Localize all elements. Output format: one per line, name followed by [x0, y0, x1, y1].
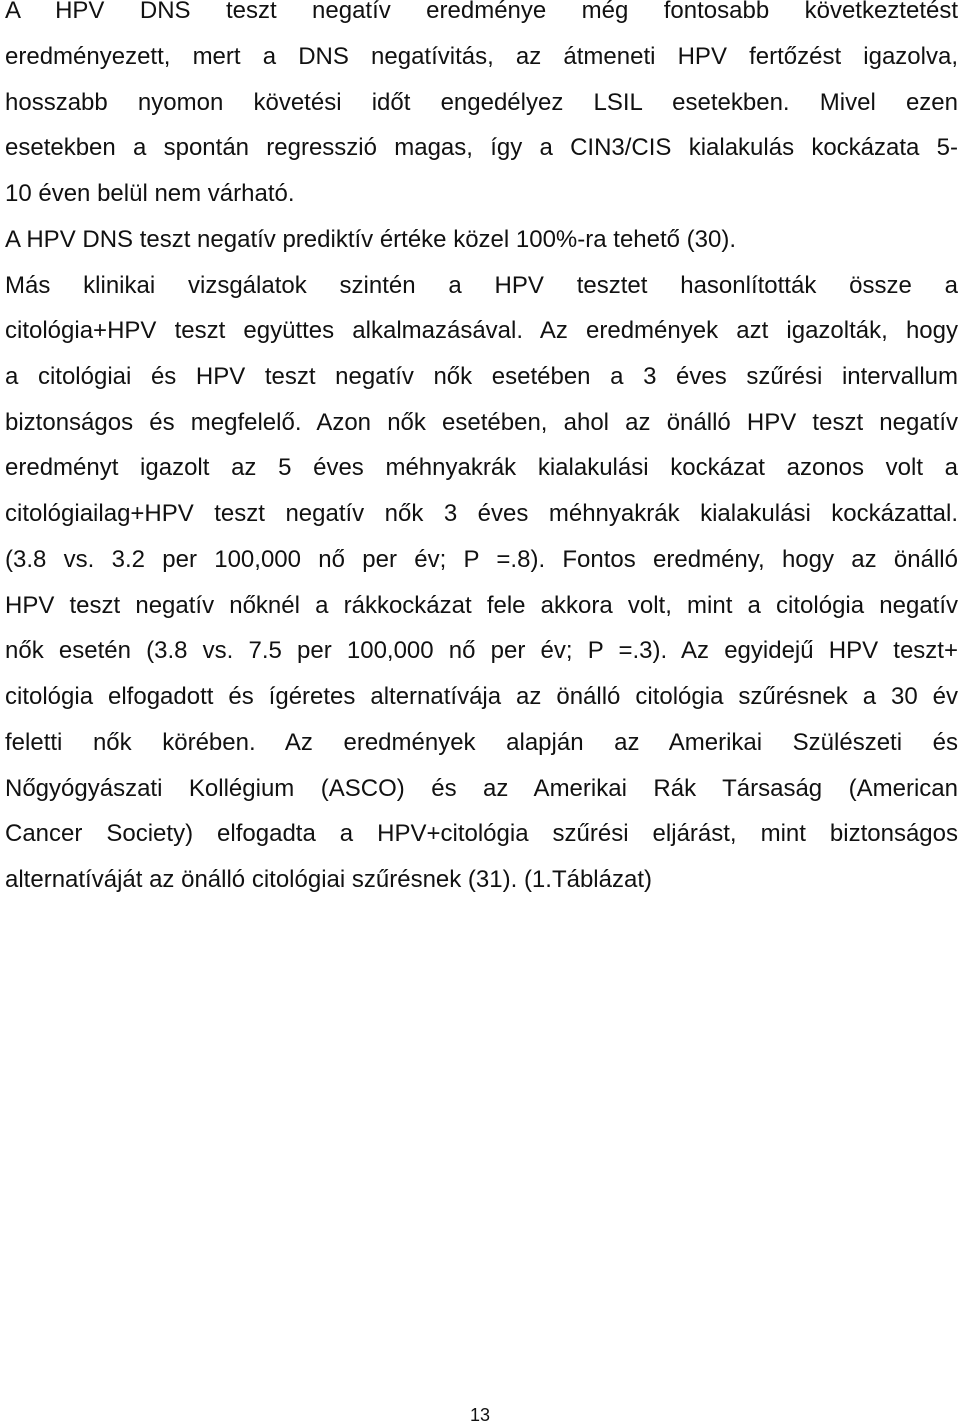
paragraph-line: citológia+HPV teszt együttes alkalmazásával. Az eredmények azt igazolták, hogy	[5, 317, 958, 344]
paragraph-line: Cancer Society) elfogadta a HPV+citológia szűrési eljárást, mint biztonságos	[5, 820, 958, 847]
paragraph-line: nők esetén (3.8 vs. 7.5 per 100,000 nő per év; P =.3). Az egyidejű HPV teszt+	[5, 637, 958, 664]
page-number: 13	[469, 1405, 491, 1425]
paragraph-line: feletti nők körében. Az eredmények alapján az Amerikai Szülészeti és	[5, 729, 958, 756]
paragraph-line: hosszabb nyomon követési időt engedélyez LSIL esetekben. Mivel ezen	[5, 89, 958, 116]
paragraph-line: Más klinikai vizsgálatok szintén a HPV tesztet hasonlították össze a	[5, 272, 958, 299]
paragraph-line: eredményezett, mert a DNS negatívitás, az átmeneti HPV fertőzést igazolva,	[5, 43, 958, 70]
paragraph-line: A HPV DNS teszt negatív prediktív értéke közel 100%-ra tehető (30).	[5, 226, 737, 253]
paragraph-line: biztonságos és megfelelő. Azon nők esetében, ahol az önálló HPV teszt negatív	[5, 409, 958, 436]
paragraph-line: a citológiai és HPV teszt negatív nők esetében a 3 éves szűrési intervallum	[5, 363, 958, 390]
paragraph-line: A HPV DNS teszt negatív eredménye még fontosabb következtetést	[5, 0, 958, 24]
paragraph-line: Nőgyógyászati Kollégium (ASCO) és az Amerikai Rák Társaság (American	[5, 775, 958, 802]
paragraph-line: (3.8 vs. 3.2 per 100,000 nő per év; P =.8). Fontos eredmény, hogy az önálló	[5, 546, 958, 573]
paragraph-line: citológiailag+HPV teszt negatív nők 3 éves méhnyakrák kialakulási kockázattal.	[5, 500, 958, 527]
paragraph-line: alternatíváját az önálló citológiai szűrésnek (31). (1.Táblázat)	[5, 866, 652, 893]
paragraph-line: citológia elfogadott és ígéretes alternatívája az önálló citológia szűrésnek a 30 év	[5, 683, 958, 710]
paragraph-line: HPV teszt negatív nőknél a rákkockázat fele akkora volt, mint a citológia negatív	[5, 592, 958, 619]
paragraph-line: 10 éven belül nem várható.	[5, 180, 295, 207]
paragraph-line: eredményt igazolt az 5 éves méhnyakrák kialakulási kockázat azonos volt a	[5, 454, 958, 481]
paragraph-line: esetekben a spontán regresszió magas, így a CIN3/CIS kialakulás kockázata 5-	[5, 134, 958, 161]
